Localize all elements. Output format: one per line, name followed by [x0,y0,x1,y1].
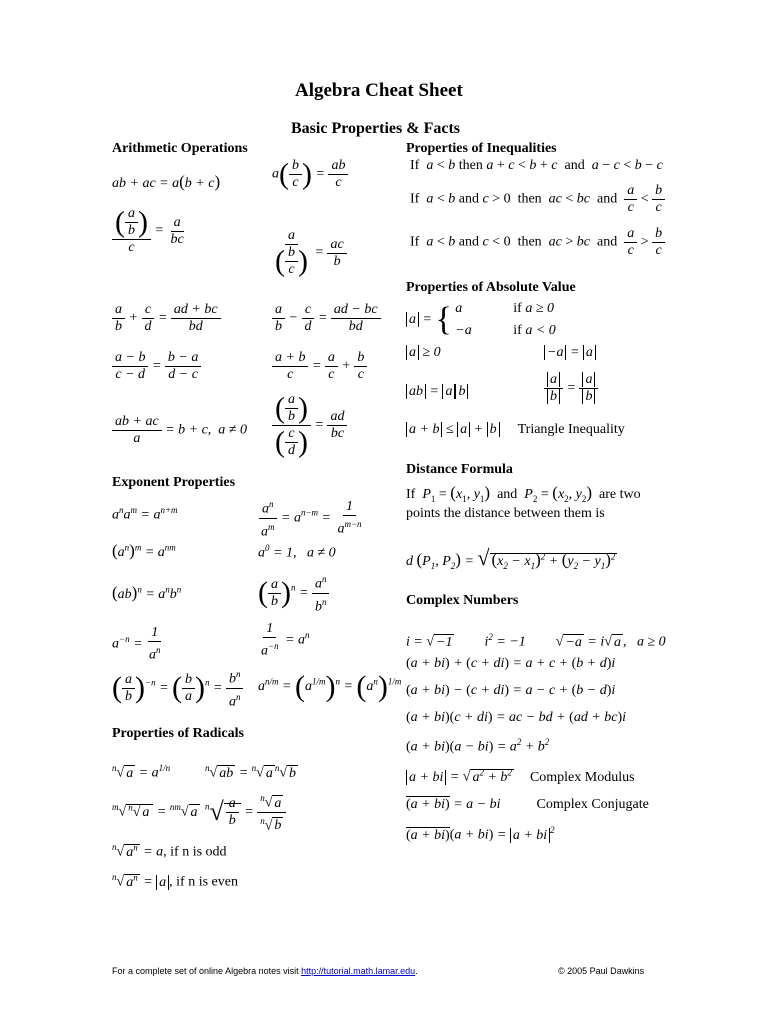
formula-radical-even: $^n$√ $a^n = a$ , if n is even [112,872,238,890]
formula-complex-i: i = √ −1 $i^2 = -1$ √ −a = i√ a , a ≥ 0 [406,632,666,650]
formula-radical-quotient: $^n$√ $\frac{a}{b}$ = $\frac{^n√ a}{^n√ b}$ [205,790,286,834]
formula-exp-power: $(a^n)^m = a^{nm}$ [112,541,176,560]
formula-split-fraction: $\frac{a + b}{c}$ = $\frac{a}{c}$ + $\frac{b}{c}$ [272,350,367,383]
section-arithmetic: Arithmetic Operations [112,141,248,156]
formula-radical-def: $^n$√ $a = a^{1/n}$ [112,763,171,781]
modulus-label: Complex Modulus [529,769,635,785]
formula-radical-odd: $^n$√ $a^n = a$, if n is odd [112,842,227,860]
formula-exp-product-power: $(ab)^n = a^nb^n$ [112,583,182,602]
formula-complex-conjugate-product: $(a + bi)(a - bi) = a^2 + b^2$ [406,737,550,755]
formula-abs-negation: −a = a [544,345,596,361]
formula-complex-modulus: a + bi = √ $a^2 + b^2$ Complex Modulus [406,767,635,786]
formula-abs-product: ab = a b [406,384,468,400]
formula-exp-rational: $a^{n/m} = (a^{1/m})^n = (a^n)^{1/m}$ [258,670,402,703]
page-subtitle: Basic Properties & Facts [291,120,460,137]
formula-complex-add: (a + bi) + (c + di) = a + c + (b + d)i [406,656,616,671]
footer-link[interactable]: http://tutorial.math.lamar.edu [301,966,416,976]
formula-exp-product: $a^na^m = a^{n+m}$ [112,505,178,523]
inequality-multiply-negative: If a < b and c < 0 then ac > bc and $\frac{a}{c}$ > $\frac{b}{c}$ [410,226,665,259]
section-complex: Complex Numbers [406,593,519,608]
section-inequalities: Properties of Inequalities [406,141,557,156]
formula-radical-nested: $^m$√ $^n$√ a = $^{nm}$√ a [112,802,198,820]
footer-note: For a complete set of online Algebra notes visit http://tutorial.math.lamar.edu. [112,966,418,976]
formula-exp-negative: $a^{-n}$ = $\frac{1}{a^n}$ [112,625,161,663]
formula-abs-quotient: $\frac{a}{b}$ = $\frac{a}{b}$ [544,372,598,405]
formula-exp-quotient: $\frac{a^n}{a^m}$ = $a^{n-m}$ = $\frac{1}{a^{m-n}}$ [258,496,365,540]
distance-text: points the distance between them is [406,506,605,521]
formula-compound-fraction: ( $\frac{a}{b}$ ) ( $\frac{c}{d}$ ) = $\frac{ad}{bc}$ [272,392,347,459]
conjugate-label: Complex Conjugate [536,797,649,812]
formula-abs-nonnegative: a ≥ 0 [406,345,441,361]
section-exponent: Exponent Properties [112,475,236,490]
distance-points: If $P_1 = (x_1$, $y_1$) and $P_2 = (x_2$, $y_2$) are two [406,483,641,504]
formula-complex-subtract: (a + bi) − (c + di) = a − c + (b − d)i [406,683,616,698]
triangle-label: Triangle Inequality [517,422,625,437]
inequality-add: If a < b then a + c < b + c and a − c < b − c [410,158,663,173]
formula-exp-quotient-power: ( $\frac{a}{b}$ )$^n$ = $\frac{a^n}{b^n}$ [258,571,329,615]
formula-negate-fraction: $\frac{a - b}{c - d}$ = $\frac{b - a}{d - c}$ [112,350,201,383]
inequality-multiply-positive: If a < b and c > 0 then ac < bc and $\frac{a}{c}$ < $\frac{b}{c}$ [410,183,665,216]
formula-complex-multiply: (a + bi)(c + di) = ac − bd + (ad + bc)i [406,710,627,725]
formula-a-over-b-over-c: ( $\frac{a}{b}$ ) c = $\frac{a}{bc}$ [112,206,187,256]
formula-exp-zero: $a^0 = 1$, a ≠ 0 [258,543,336,561]
formula-abs-def: a = { a if a ≥ 0 −a if a < 0 [406,298,556,342]
formula-distance: d ($P_1$, $P_2$) = √ $(x_2 - x_1)^2 + (y_2 - y_1)^2$ [406,545,616,571]
formula-fraction-subtract: $\frac{a}{b}$ − $\frac{c}{d}$ = $\frac{ad - bc}{bd}$ [272,302,381,335]
footer-copyright: © 2005 Paul Dawkins [558,966,645,976]
formula-complex-conjugate: (a + bi) = a − bi Complex Conjugate [406,797,649,812]
formula-a-over-b-over-c-2: a ( $\frac{b}{c}$ ) = $\frac{ac}{b}$ [272,228,347,278]
section-distance: Distance Formula [406,462,513,477]
page-title: Algebra Cheat Sheet [295,80,463,101]
formula-a-times-b-over-c: a( $\frac{b}{c}$ ) = $\frac{ab}{c}$ [272,158,348,191]
formula-complex-conjugate-modulus: (a + bi)(a + bi) = a + bi $^2$ [406,825,555,843]
section-absolute: Properties of Absolute Value [406,280,576,295]
formula-fraction-add: $\frac{a}{b}$ + $\frac{c}{d}$ = $\frac{ad + bc}{bd}$ [112,302,221,335]
formula-triangle-inequality: a + b ≤ a + b Triangle Inequality [406,422,625,438]
section-radicals: Properties of Radicals [112,726,244,741]
formula-exp-negative-fraction: ( $\frac{a}{b}$ )$^{-n}$ = ( $\frac{b}{a}$ )$^n$ = $\frac{b^n}{a^n}$ [112,666,243,710]
formula-exp-negative-inverse: $\frac{1}{a^{-n}}$ = $a^n$ [261,621,310,659]
formula-radical-product: $^n$√ ab = $^n$√ a $^n$√ b [205,763,297,781]
formula-factor-fraction: $\frac{ab + ac}{a}$ = b + c, a ≠ 0 [112,414,247,447]
formula-distributive: ab + ac = a(b + c) [112,172,221,191]
